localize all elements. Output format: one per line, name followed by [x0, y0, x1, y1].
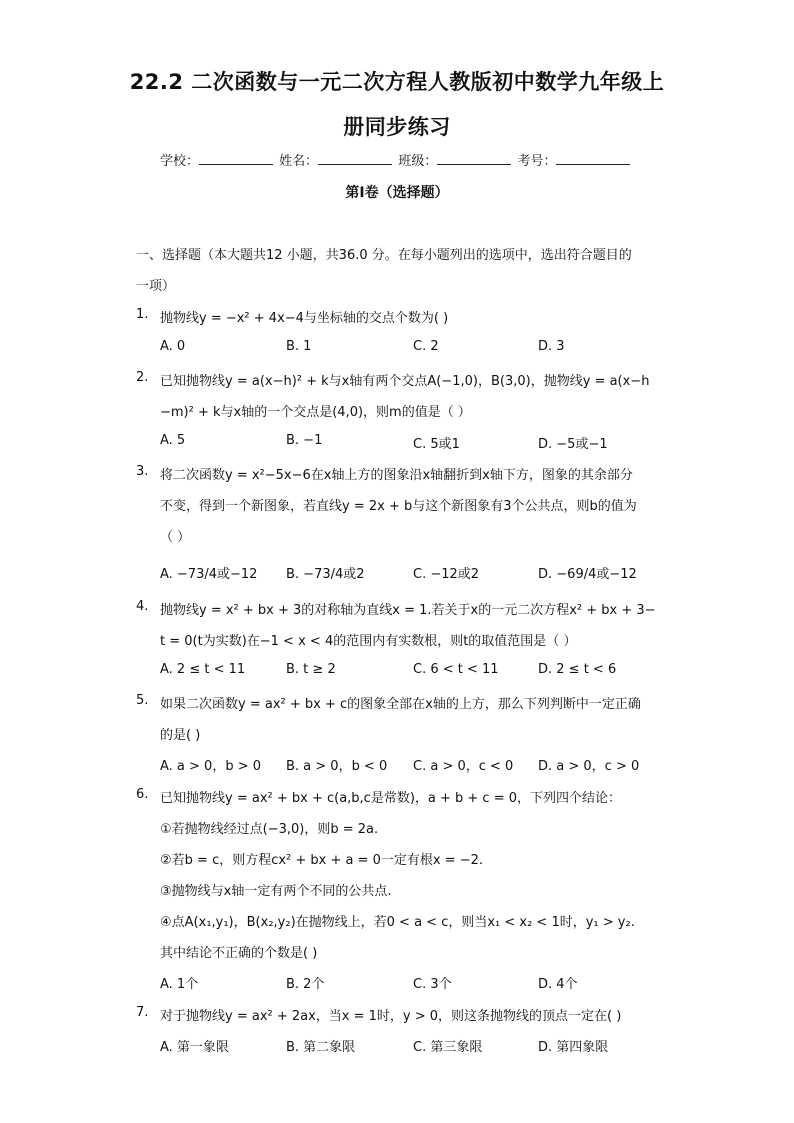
id-label: 考号： — [517, 154, 557, 169]
section-heading: 一、选择题（本大题共12 小题，共36.0 分。在每小题列出的选项中，选出符合题目的 — [136, 248, 632, 263]
page-title-continued: 册同步练习 — [343, 115, 451, 139]
option-c: C. a > 0，c < 0 — [413, 759, 514, 774]
option-d: D. 4个 — [538, 977, 578, 992]
volume-heading: 第I卷（选择题） — [345, 185, 449, 201]
question-text: t = 0(t为实数)在−1 < x < 4的范围内有实数根，则t的取值范围是（ ） — [160, 634, 577, 649]
option-b: B. 2个 — [286, 977, 325, 992]
school-blank — [199, 152, 273, 165]
question-number: 3. — [136, 464, 149, 479]
option-c: C. 第三象限 — [413, 1040, 483, 1055]
option-b: B. −1 — [286, 433, 323, 448]
question-number: 6. — [136, 787, 149, 802]
question-text: 将二次函数y = x²−5x−6在x轴上方的图象沿x轴翻折到x轴下方，图象的其余部分 — [160, 468, 633, 483]
section-heading-continued: 一项） — [136, 279, 176, 294]
question-number: 4. — [136, 599, 149, 614]
option-b: B. a > 0，b < 0 — [286, 759, 388, 774]
question-text: 抛物线y = −x² + 4x−4与坐标轴的交点个数为( ) — [160, 311, 449, 326]
option-c: C. −12或2 — [413, 567, 480, 582]
question-statement-1: ①若抛物线经过点(−3,0)，则b = 2a. — [160, 822, 379, 837]
question-number: 7. — [136, 1005, 149, 1020]
question-text: 对于抛物线y = ax² + 2ax，当x = 1时，y > 0，则这条抛物线的顶点一定在( ) — [160, 1009, 622, 1024]
option-d: D. a > 0，c > 0 — [538, 759, 640, 774]
option-d: D. 3 — [538, 339, 565, 354]
class-blank — [437, 152, 511, 165]
school-label: 学校： — [160, 154, 200, 169]
option-a: A. a > 0，b > 0 — [160, 759, 262, 774]
question-text: 已知抛物线y = ax² + bx + c(a,b,c是常数)，a + b + c = 0，下列四个结论： — [160, 791, 622, 806]
question-text: 已知抛物线y = a(x−h)² + k与x轴有两个交点A(−1,0)，B(3,0)，抛物线y = a(x−h — [160, 374, 650, 389]
name-blank — [318, 152, 392, 165]
option-b: B. −73/4或2 — [286, 567, 365, 582]
name-label: 姓名： — [279, 154, 319, 169]
option-d: D. 第四象限 — [538, 1040, 609, 1055]
option-b: B. 第二象限 — [286, 1040, 356, 1055]
option-c: C. 6 < t < 11 — [413, 662, 499, 677]
page-title: 22.2 二次函数与一元二次方程人教版初中数学九年级上 — [129, 70, 665, 94]
question-text: −m)² + k与x轴的一个交点是(4,0)，则m的值是（ ） — [160, 405, 471, 420]
option-b: B. t ≥ 2 — [286, 662, 336, 677]
option-a: A. −73/4或−12 — [160, 567, 258, 582]
option-d: D. 2 ≤ t < 6 — [538, 662, 617, 677]
question-text: 如果二次函数y = ax² + bx + c的图象全部在x轴的上方，那么下列判断中一定正确 — [160, 697, 641, 712]
question-statement-4: ④点A(x₁,y₁)，B(x₂,y₂)在抛物线上，若0 < a < c，则当x₁ < x₂ < 1时，y₁ > y₂. — [160, 915, 635, 930]
question-number: 1. — [136, 307, 149, 322]
option-d: D. −69/4或−12 — [538, 567, 637, 582]
option-a: A. 第一象限 — [160, 1040, 229, 1055]
question-text: 的是( ) — [160, 728, 201, 743]
option-c: C. 3个 — [413, 977, 452, 992]
question-statement-3: ③抛物线与x轴一定有两个不同的公共点. — [160, 884, 392, 899]
option-a: A. 2 ≤ t < 11 — [160, 662, 246, 677]
question-number: 5. — [136, 693, 149, 708]
option-a: A. 1个 — [160, 977, 199, 992]
option-d: D. −5或−1 — [538, 437, 608, 452]
id-blank — [556, 152, 630, 165]
question-text: 抛物线y = x² + bx + 3的对称轴为直线x = 1.若关于x的一元二次方程x² + bx + 3− — [160, 603, 656, 618]
question-text: 不变，得到一个新图象，若直线y = 2x + b与这个新图象有3个公共点，则b的值为 — [160, 499, 637, 514]
option-a: A. 5 — [160, 433, 186, 448]
option-c: C. 5或1 — [413, 437, 460, 452]
student-info-row — [160, 150, 632, 169]
question-text: 其中结论不正确的个数是( ) — [160, 946, 318, 961]
question-statement-2: ②若b = c，则方程cx² + bx + a = 0一定有根x = −2. — [160, 853, 484, 868]
option-a: A. 0 — [160, 339, 186, 354]
option-c: C. 2 — [413, 339, 439, 354]
question-number: 2. — [136, 370, 149, 385]
class-label: 班级： — [398, 154, 438, 169]
question-text: （ ） — [160, 530, 191, 545]
option-b: B. 1 — [286, 339, 312, 354]
